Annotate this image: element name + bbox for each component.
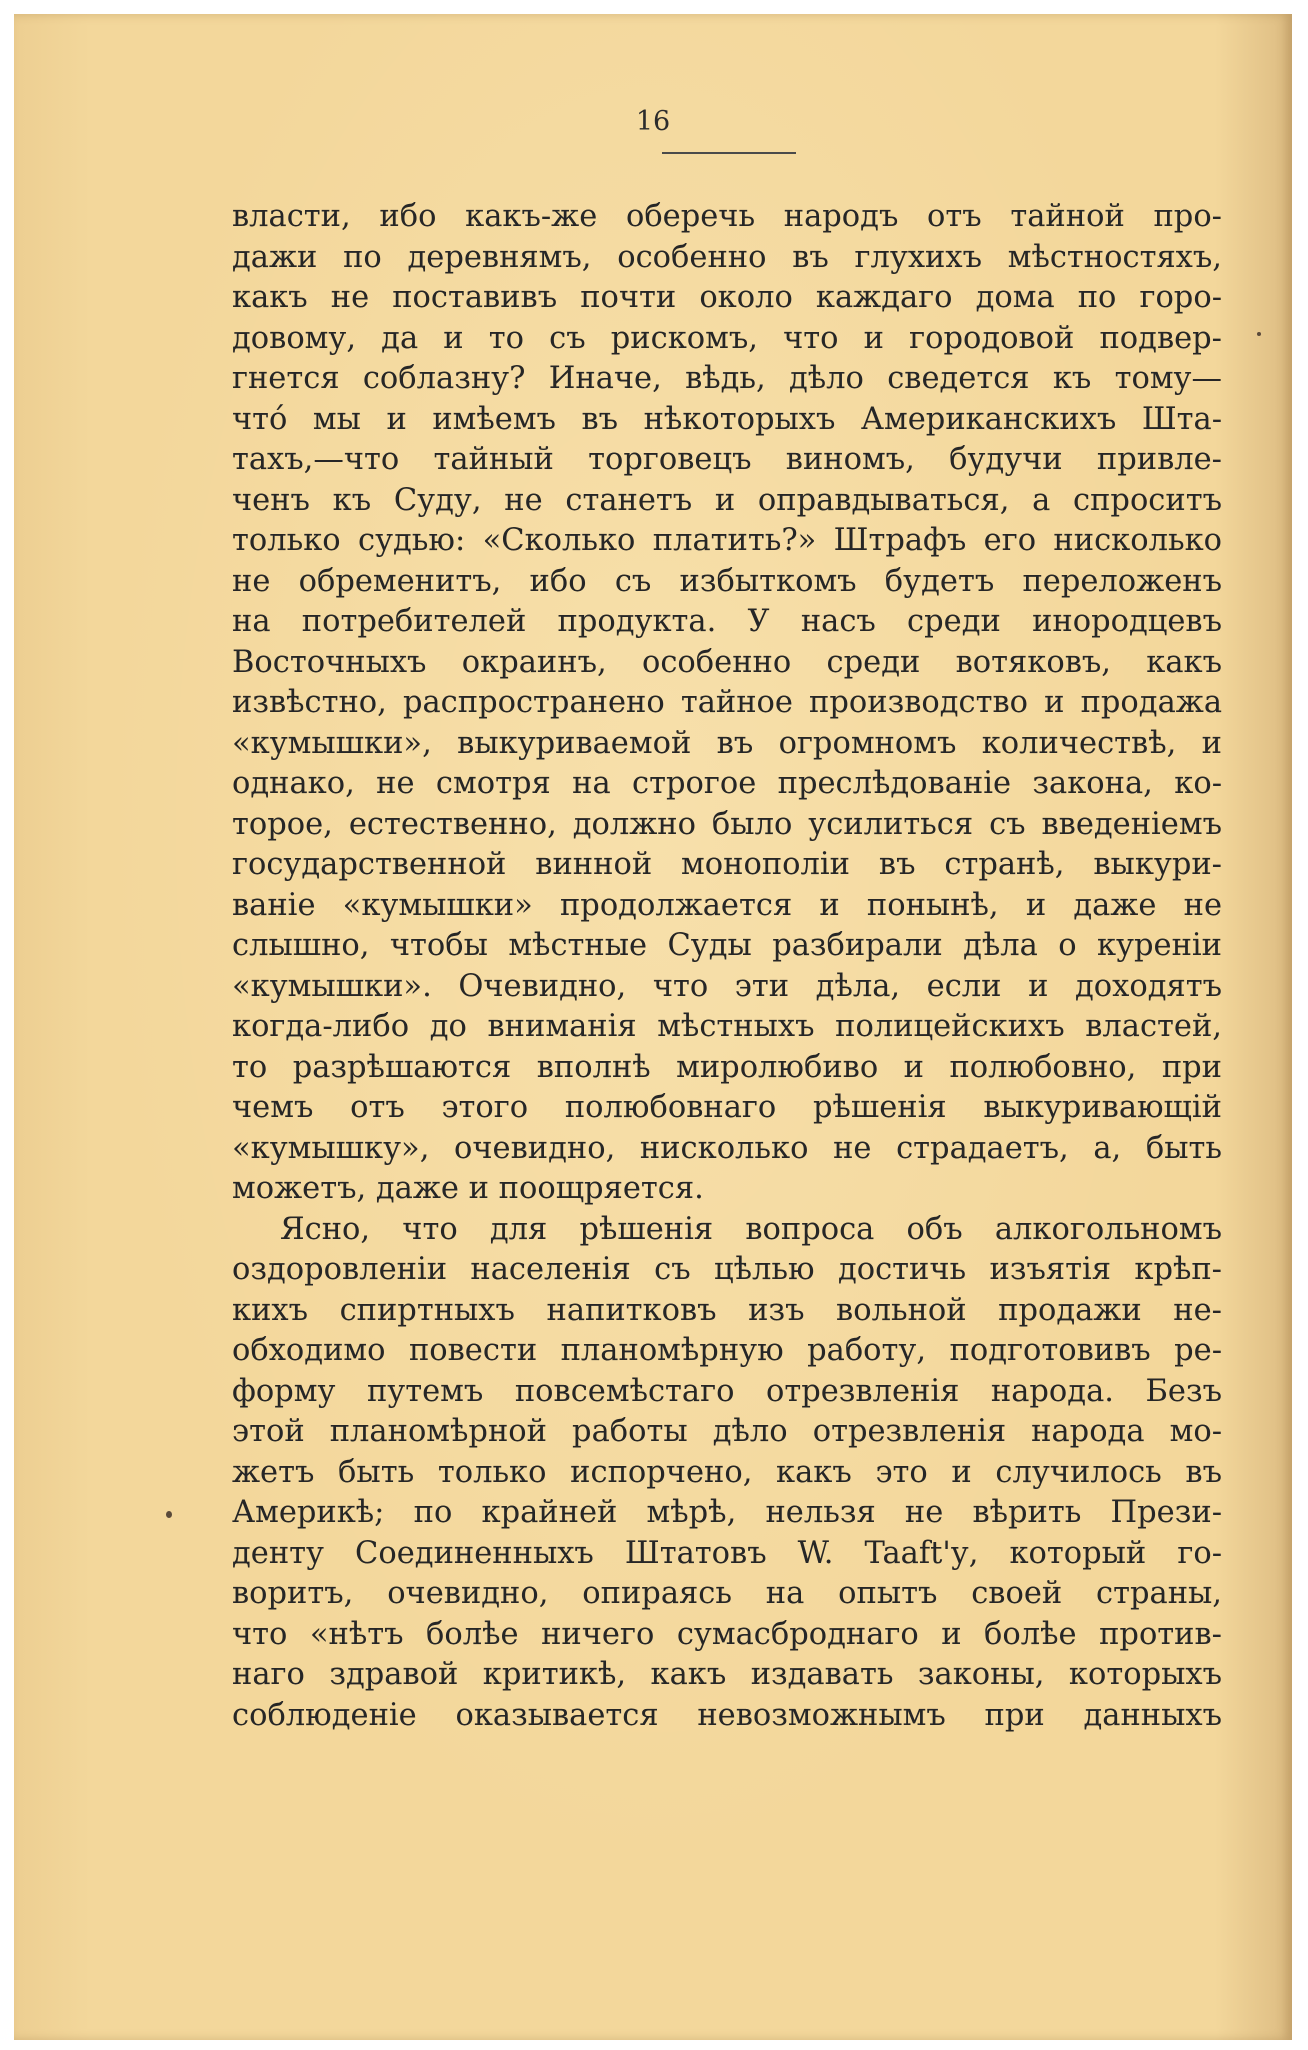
text-line: тахъ,—что тайный торговецъ виномъ, будучи привле- <box>232 442 1222 477</box>
page-number: 16 <box>635 106 671 137</box>
text-line: соблюденіе оказывается невозможнымъ при данныхъ <box>232 1697 1222 1733</box>
text-line: воритъ, очевидно, опираясь на опытъ своей страны, <box>232 1576 1222 1611</box>
text-line: кихъ спиртныхъ напитковъ изъ вольной продажи не- <box>232 1292 1222 1328</box>
text-line: ченъ къ Суду, не станетъ и оправдываться, а спроситъ <box>232 482 1222 518</box>
text-line: только судью: «Сколько платить?» Штрафъ его нисколько <box>232 523 1222 558</box>
text-line: можетъ, даже и поощряется. <box>232 1171 704 1206</box>
text-line: гнется соблазну? Иначе, вѣдь, дѣло сведется къ тому— <box>232 361 1222 396</box>
body-text <box>232 197 1222 1736</box>
text-line: торое, естественно, должно было усилиться съ введеніемъ <box>232 806 1222 842</box>
text-line: не обременитъ, ибо съ избыткомъ будетъ переложенъ <box>232 563 1222 599</box>
text-line: власти, ибо какъ-же оберечь народъ отъ тайной про- <box>232 199 1222 234</box>
text-line: дажи по деревнямъ, особенно въ глухихъ мѣстностяхъ, <box>232 239 1222 275</box>
text-line: чемъ отъ этого полюбовнаго рѣшенія выкуривающій <box>232 1090 1222 1125</box>
text-line: что́ мы и имѣемъ въ нѣкоторыхъ Американскихъ Шта- <box>232 401 1222 437</box>
text-line: оздоровленіи населенія съ цѣлью достичь изъятія крѣп- <box>232 1252 1222 1287</box>
text-line: Восточныхъ окраинъ, особенно среди вотяковъ, какъ <box>232 644 1222 680</box>
text-line: наго здравой критикѣ, какъ издавать законы, которыхъ <box>232 1657 1222 1692</box>
ink-speck <box>166 1511 172 1518</box>
page-number-rule <box>662 152 796 154</box>
text-line: «кумышки», выкуриваемой въ огромномъ количествѣ, и <box>232 725 1222 761</box>
text-line: форму путемъ повсемѣстаго отрезвленія народа. Безъ <box>232 1373 1222 1409</box>
text-line: ваніе «кумышки» продолжается и понынѣ, и даже не <box>232 887 1222 923</box>
text-line: на потребителей продукта. У насъ среди инородцевъ <box>232 604 1222 639</box>
text-line: жетъ быть только испорчено, какъ это и случилось въ <box>232 1454 1222 1490</box>
text-line: слышно, чтобы мѣстные Суды разбирали дѣла о куреніи <box>232 928 1222 963</box>
text-line: обходимо повести планомѣрную работу, подготовивъ ре- <box>232 1333 1222 1368</box>
text-line: Ясно, что для рѣшенія вопроса объ алкогольномъ <box>280 1211 1222 1247</box>
text-line: довому, да и то съ рискомъ, что и городовой подвер- <box>232 320 1222 356</box>
paragraph-1 <box>232 197 1222 1210</box>
text-line: что «нѣтъ болѣе ничего сумасброднаго и болѣе против- <box>232 1616 1222 1652</box>
text-line: когда-либо до вниманія мѣстныхъ полицейскихъ властей, <box>232 1009 1222 1044</box>
book-page <box>14 14 1292 2040</box>
ink-speck <box>1257 332 1261 336</box>
text-line: «кумышку», очевидно, нисколько не страдаетъ, а, быть <box>232 1130 1222 1166</box>
text-line: «кумышки». Очевидно, что эти дѣла, если и доходятъ <box>232 968 1222 1004</box>
paragraph-2 <box>232 1210 1222 1737</box>
text-line: однако, не смотря на строгое преслѣдованіе закона, ко- <box>232 766 1222 801</box>
text-line: государственной винной монополіи въ странѣ, выкури- <box>232 847 1222 882</box>
text-line: этой планомѣрной работы дѣло отрезвленія народа мо- <box>232 1414 1222 1449</box>
text-line: то разрѣшаются вполнѣ миролюбиво и полюбовно, при <box>232 1049 1222 1085</box>
text-line: денту Соединенныхъ Штатовъ W. Taaft'у, который го- <box>232 1535 1222 1571</box>
text-line: какъ не поставивъ почти около каждаго дома по горо- <box>232 280 1222 315</box>
text-line: извѣстно, распространено тайное производство и продажа <box>232 685 1222 720</box>
text-line: Америкѣ; по крайней мѣрѣ, нельзя не вѣрить Прези- <box>232 1495 1222 1530</box>
